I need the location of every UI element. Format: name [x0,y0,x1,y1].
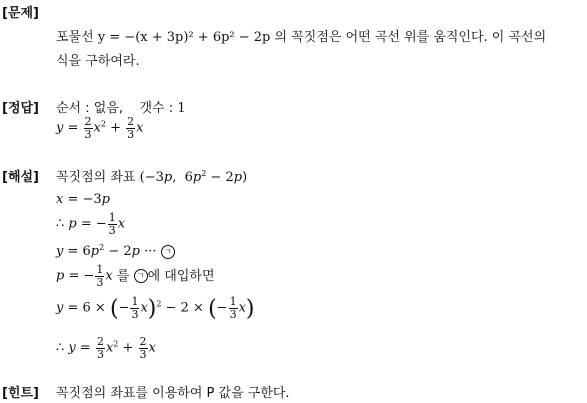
circled-mark-icon: ㄱ [161,245,175,259]
solution-step-4-text: 를 ㄱ 에 대입하면 [116,268,215,284]
problem-prefix: 포물선 [56,30,94,45]
answer-label: [정답] [2,101,39,116]
problem-equation: y = −(x + 3p)² + 6p² − 2p [97,30,271,45]
solution-step-4: p = − $\frac{1}{3}$ x 를 ㄱ 에 대입하면 [56,263,215,289]
problem-label: [문제] [2,6,39,21]
solution-step-2: ∴ p = − $\frac{1}{3}$ x [56,211,126,237]
answer-count-label: 갯수 : [139,101,178,116]
solution-vertex-text: 꼭짓점의 좌표 [56,170,136,185]
circled-mark-ref-icon: ㄱ [134,269,148,283]
solution-step-1: x = −3p [56,192,110,207]
solution-vertex-coords: (−3p, $6p^2 - 2p$) [139,169,248,185]
solution-step-6: ∴ y = $\frac{2}{3}$ $x^2$ + $\frac{2}{3}$ x [56,335,156,361]
answer-count-value: 1 [177,101,186,116]
solution-step-3: $y = 6p^2 - 2p$ ··· ㄱ [56,243,175,259]
hint-text: 꼭짓점의 좌표를 이용하여 P 값을 구한다. [56,386,290,401]
problem-middle: 의 꼭짓점은 어떤 곡선 위를 움직인다. 이 곡선의 [274,30,547,45]
answer-order-line [56,97,186,116]
hint-label: [힌트] [2,386,39,401]
answer-order: 순서 : 없음, [56,101,124,116]
solution-step-5: y = 6 × (− $\frac{1}{3}$ x)$^2$ − 2 × (− $\frac{1}{3}$ x) [56,295,255,322]
solution-label: [해설] [2,170,39,185]
solution-vertex-line [56,166,247,185]
problem-line-2: 식을 구하여라. [56,54,140,69]
answer-equation: y = $\frac{2}{3}$ $x^2$ + $\frac{2}{3}$ x [56,115,144,141]
problem-line-1 [56,26,546,45]
